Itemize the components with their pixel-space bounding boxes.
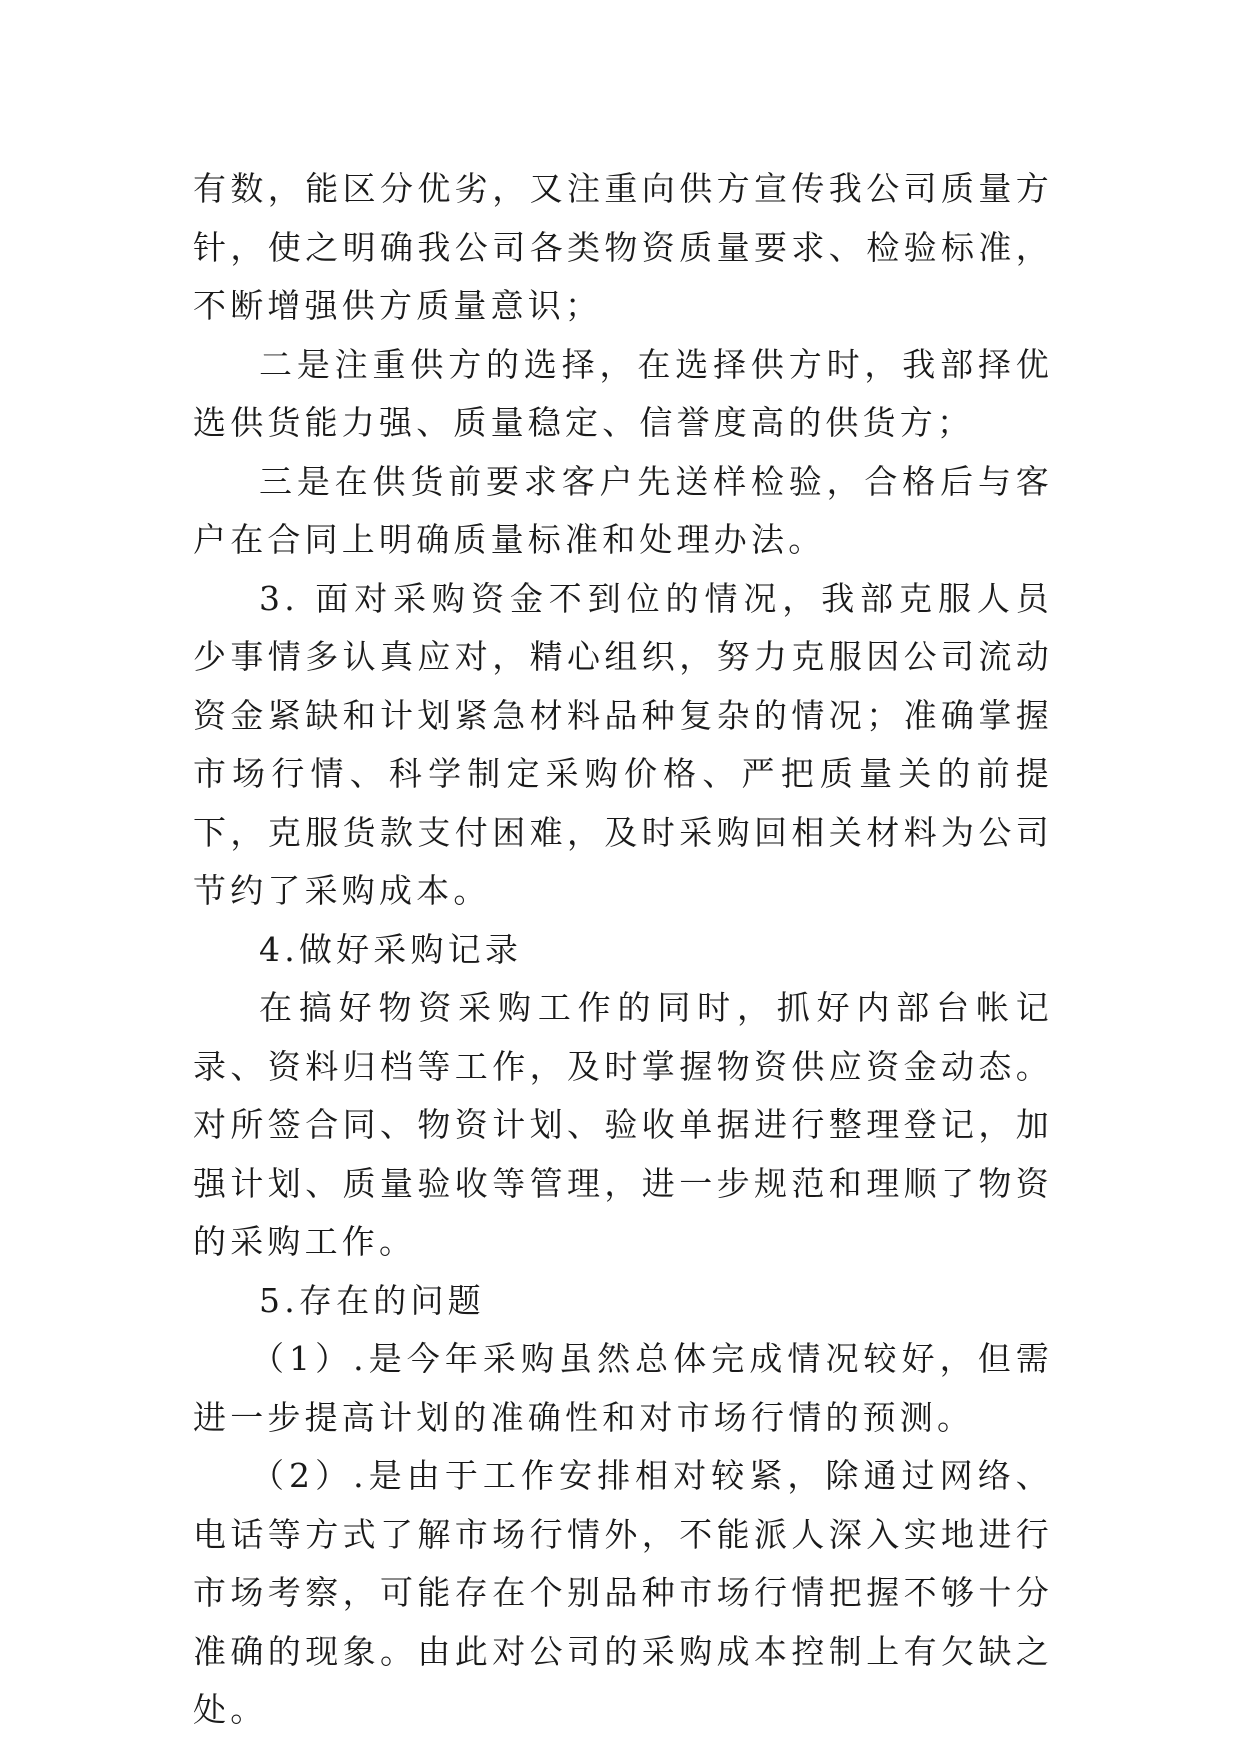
paragraph-sample-inspection: 三是在供货前要求客户先送样检验，合格后与客户在合同上明确质量标准和处理办法。 [193,461,1053,559]
paragraph-problem-1: （1）.是今年采购虽然总体完成情况较好，但需进一步提高计划的准确性和对市场行情的预测。 [193,1339,1053,1437]
document-body [193,160,1053,1740]
heading-existing-problems: 5.存在的问题 [259,1280,485,1320]
paragraph-quality-awareness: 有数，能区分优劣，又注重向供方宣传我公司质量方针，使之明确我公司各类物资质量要求、检验标准，不断增强供方质量意识； [193,169,1053,325]
paragraph-funding-issues: 3. 面对采购资金不到位的情况，我部克服人员少事情多认真应对，精心组织，努力克服因公司流动资金紧缺和计划紧急材料品种复杂的情况；准确掌握市场行情、科学制定采购价格、严把质量关的前提下，克服货款支付困难，及时采购回相关材料为公司节约了采购成本。 [193,578,1053,910]
heading-purchase-records: 4.做好采购记录 [259,929,523,969]
paragraph-purchase-records: 在搞好物资采购工作的同时，抓好内部台帐记录、资料归档等工作，及时掌握物资供应资金动态。对所签合同、物资计划、验收单据进行整理登记，加强计划、质量验收等管理，进一步规范和理顺了物资的采购工作。 [193,988,1053,1261]
paragraph-supplier-selection: 二是注重供方的选择，在选择供方时，我部择优选供货能力强、质量稳定、信誉度高的供货方； [193,344,1053,442]
paragraph-problem-2: （2）.是由于工作安排相对较紧，除通过网络、电话等方式了解市场行情外，不能派人深入实地进行市场考察，可能存在个别品种市场行情把握不够十分准确的现象。由此对公司的采购成本控制上有欠缺之处。 [193,1456,1053,1729]
